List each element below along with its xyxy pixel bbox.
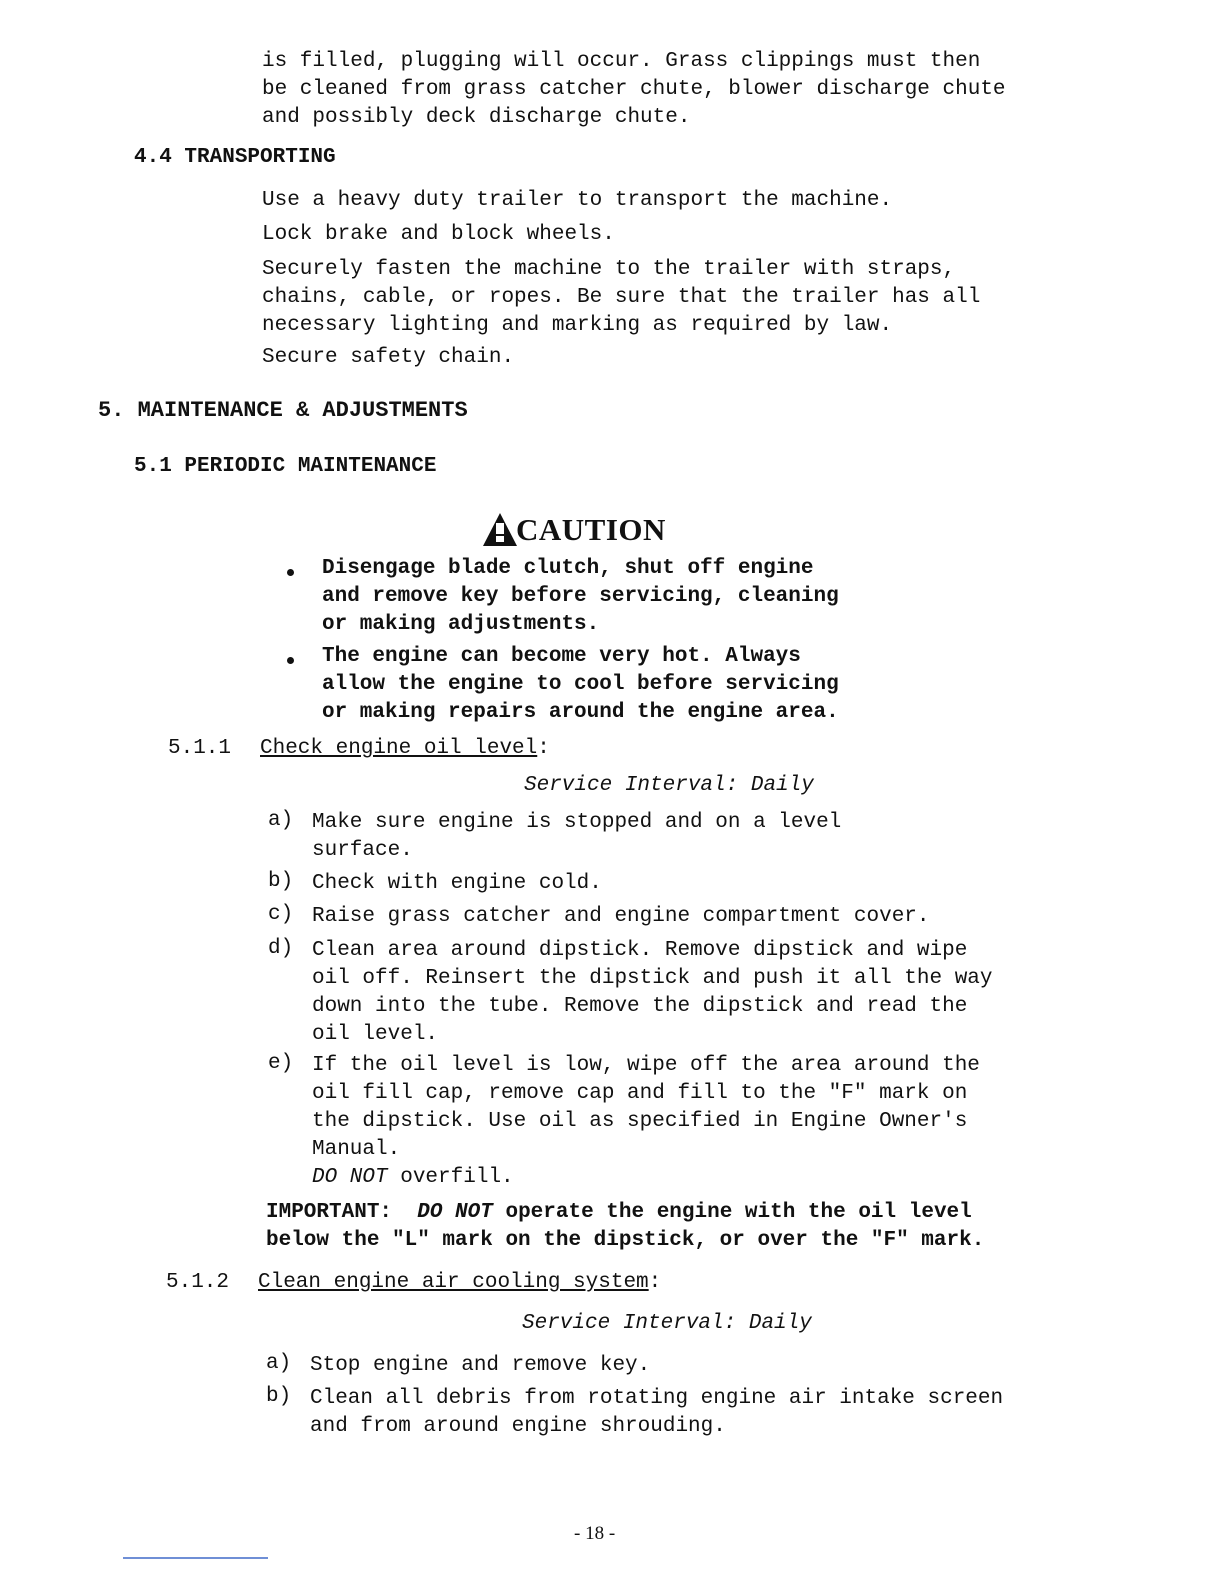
bullet-icon	[287, 657, 294, 664]
transport-para-4: Secure safety chain.	[262, 346, 515, 369]
service-interval-5-1-1: Service Interval: Daily	[524, 774, 814, 797]
step-text	[312, 937, 993, 1049]
step-marker: e)	[268, 1052, 294, 1075]
step-text	[310, 1352, 650, 1380]
text-line: oil level.	[312, 1023, 439, 1046]
text-line: Make sure engine is stopped and on a level	[312, 811, 842, 834]
section-heading-4-4: 4.4 TRANSPORTING	[134, 146, 336, 169]
text-line: Clean all debris from rotating engine air intake screen	[310, 1387, 1004, 1410]
overfill-warning	[312, 1164, 980, 1192]
step-marker: a)	[266, 1352, 292, 1375]
text-line: Clean area around dipstick. Remove dipstick and wipe	[312, 939, 968, 962]
text-line: chains, cable, or ropes. Be sure that the trailer has all	[262, 286, 981, 309]
text-line: allow the engine to cool before servicing	[322, 673, 839, 696]
transport-para-2: Lock brake and block wheels.	[262, 223, 615, 246]
step-text	[312, 870, 602, 898]
text-line: Manual.	[312, 1138, 401, 1161]
subsection-title-text: Clean engine air cooling system	[258, 1271, 649, 1294]
caution-bullet-2	[322, 643, 839, 727]
section-heading-5-1: 5.1 PERIODIC MAINTENANCE	[134, 455, 437, 478]
step-marker: d)	[268, 937, 294, 960]
step-marker: a)	[268, 809, 294, 832]
subsection-title-5-1-1	[260, 737, 550, 760]
transport-para-1: Use a heavy duty trailer to transport the machine.	[262, 189, 893, 212]
text-line: If the oil level is low, wipe off the area around the	[312, 1054, 980, 1077]
service-interval-5-1-2: Service Interval: Daily	[522, 1312, 812, 1335]
step-marker: c)	[268, 903, 294, 926]
step-marker: b)	[266, 1385, 292, 1408]
subsection-number-5-1-1: 5.1.1	[168, 737, 232, 760]
section-heading-5: 5. MAINTENANCE & ADJUSTMENTS	[98, 398, 468, 423]
text-line: and from around engine shrouding.	[310, 1415, 726, 1438]
text-line: necessary lighting and marking as required by law.	[262, 314, 893, 337]
warning-triangle-icon	[482, 511, 518, 547]
text-line: and possibly deck discharge chute.	[262, 106, 691, 129]
text-line: The engine can become very hot. Always	[322, 645, 801, 668]
text-line: Stop engine and remove key.	[310, 1354, 651, 1377]
subsection-title-text: Check engine oil level	[260, 737, 538, 760]
title-colon: :	[648, 1271, 662, 1294]
text-line: is filled, plugging will occur. Grass clippings must then	[262, 50, 981, 73]
text-line: Disengage blade clutch, shut off engine	[322, 557, 814, 580]
footer-rule	[123, 1557, 268, 1559]
text-line: oil off. Reinsert the dipstick and push it all the way	[312, 967, 993, 990]
text-line: and remove key before servicing, cleaning	[322, 585, 839, 608]
do-not-emphasis: DO NOT	[417, 1201, 493, 1224]
bullet-icon	[287, 569, 294, 576]
subsection-number-5-1-2: 5.1.2	[166, 1271, 230, 1294]
title-colon: :	[537, 737, 550, 760]
step-text	[312, 1052, 980, 1192]
text-line: surface.	[312, 839, 413, 862]
caution-bullet-1	[322, 555, 839, 639]
overfill-text: overfill.	[387, 1166, 514, 1189]
page-number: - 18 -	[574, 1523, 616, 1544]
do-not-emphasis: DO NOT	[312, 1166, 388, 1189]
subsection-title-5-1-2	[258, 1271, 661, 1294]
intro-paragraph	[262, 48, 1006, 132]
text-line: or making adjustments.	[322, 613, 600, 636]
step-text	[312, 903, 930, 931]
text-line: be cleaned from grass catcher chute, blower discharge chute	[262, 78, 1006, 101]
step-marker: b)	[268, 870, 294, 893]
important-note	[266, 1199, 984, 1255]
important-line-1	[266, 1199, 984, 1227]
text-line: oil fill cap, remove cap and fill to the "F" mark on	[312, 1082, 968, 1105]
text-line: or making repairs around the engine area.	[322, 701, 839, 724]
text-line: down into the tube. Remove the dipstick and read the	[312, 995, 968, 1018]
important-line-2: below the "L" mark on the dipstick, or over the "F" mark.	[266, 1229, 985, 1252]
important-label: IMPORTANT:	[266, 1201, 393, 1224]
step-text	[312, 809, 841, 865]
step-text	[310, 1385, 1003, 1441]
text-line: Check with engine cold.	[312, 872, 602, 895]
caution-title: CAUTION	[516, 512, 666, 547]
important-text: operate the engine with the oil level	[492, 1201, 972, 1224]
transport-para-3	[262, 256, 980, 340]
text-line: the dipstick. Use oil as specified in Engine Owner's	[312, 1110, 968, 1133]
text-line: Securely fasten the machine to the trailer with straps,	[262, 258, 956, 281]
text-line: Raise grass catcher and engine compartment cover.	[312, 905, 930, 928]
